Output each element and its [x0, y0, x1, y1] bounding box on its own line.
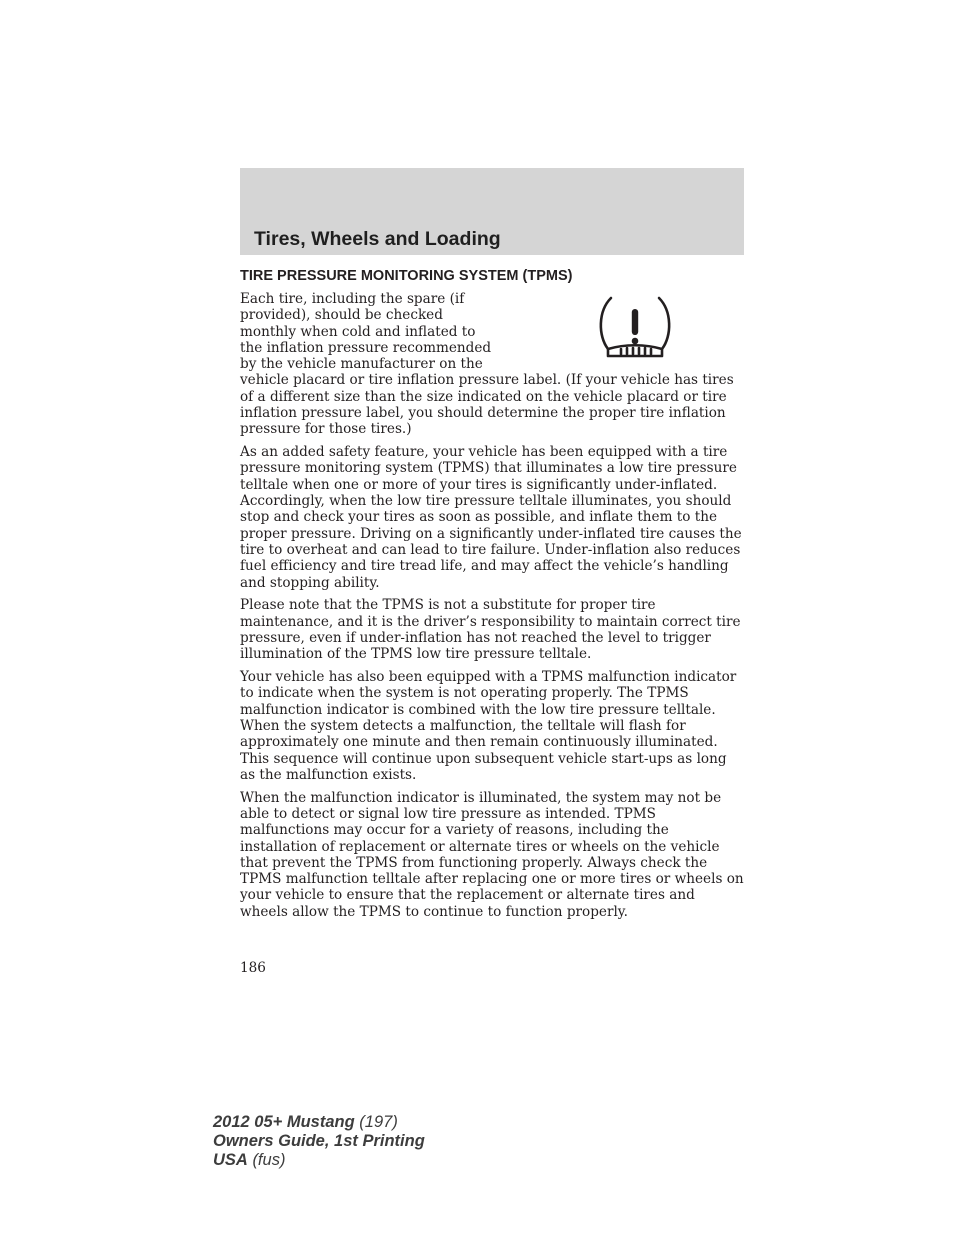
body-text	[240, 291, 744, 926]
chapter-title: Tires, Wheels and Loading	[254, 228, 501, 250]
tire-pressure-warning-icon	[595, 294, 675, 366]
footer-line-1: 2012 05+ Mustang (197)	[213, 1113, 398, 1131]
paragraph-4: Your vehicle has also been equipped with a TPMS malfunction indicator to indicate when the system is not operating properly. The TPMS malfunction indicator is combined with the low tire pressure telltale. When the system detects a malfunction, the telltale will flash for approximately one minute and then remain continuously illuminated. This sequence will continue upon subsequent vehicle start-ups as long as the malfunction exists.	[240, 669, 737, 783]
icon-float	[496, 291, 744, 371]
page-number: 186	[240, 960, 266, 976]
document-footer	[213, 1113, 425, 1170]
paragraph-5: When the malfunction indicator is illuminated, the system may not be able to detect or signal low tire pressure as intended. TPMS malfunctions may occur for a variety of reasons, including the installation of replacement or alternate tires or wheels on the vehicle that prevent the TPMS from functioning properly. Always check the TPMS malfunction telltale after replacing one or more tires or wheels on your vehicle to ensure that the replacement or alternate tires and wheels allow the TPMS to continue to function properly.	[240, 789, 744, 920]
footer-line-3: USA (fus)	[213, 1151, 286, 1169]
paragraph-2: As an added safety feature, your vehicle has been equipped with a tire pressure monitoring system (TPMS) that illuminates a low tire pressure telltale when one or more of your tires is significantly under-inflated. Accordingly, when the low tire pressure telltale illuminates, you should stop and check your tires as soon as possible, and inflate them to the proper pressure. Driving on a significantly under-inflated tire causes the tire to overheat and can lead to tire failure. Under-inflation also reduces fuel efficiency and tire tread life, and may affect the vehicle’s handling and stopping ability.	[240, 444, 742, 591]
chapter-header-band	[240, 168, 744, 255]
section-heading: TIRE PRESSURE MONITORING SYSTEM (TPMS)	[240, 268, 573, 284]
footer-line-2: Owners Guide, 1st Printing	[213, 1132, 425, 1150]
paragraph-1: Each tire, including the spare (if provided), should be checked monthly when cold and inflated to the inflation pressure recommended by the vehicle manufacturer on the vehicle placard or tire inflation pressure label. (If your vehicle has tires of a different size than the size indicated on the vehicle placard or tire inflation pressure label, you should determine the proper tire inflation pressure for those tires.)	[240, 291, 744, 438]
paragraph-3: Please note that the TPMS is not a substitute for proper tire maintenance, and it is the driver’s responsibility to maintain correct tire pressure, even if under-inflation has not reached the level to trigger illumination of the TPMS low tire pressure telltale.	[240, 597, 741, 663]
